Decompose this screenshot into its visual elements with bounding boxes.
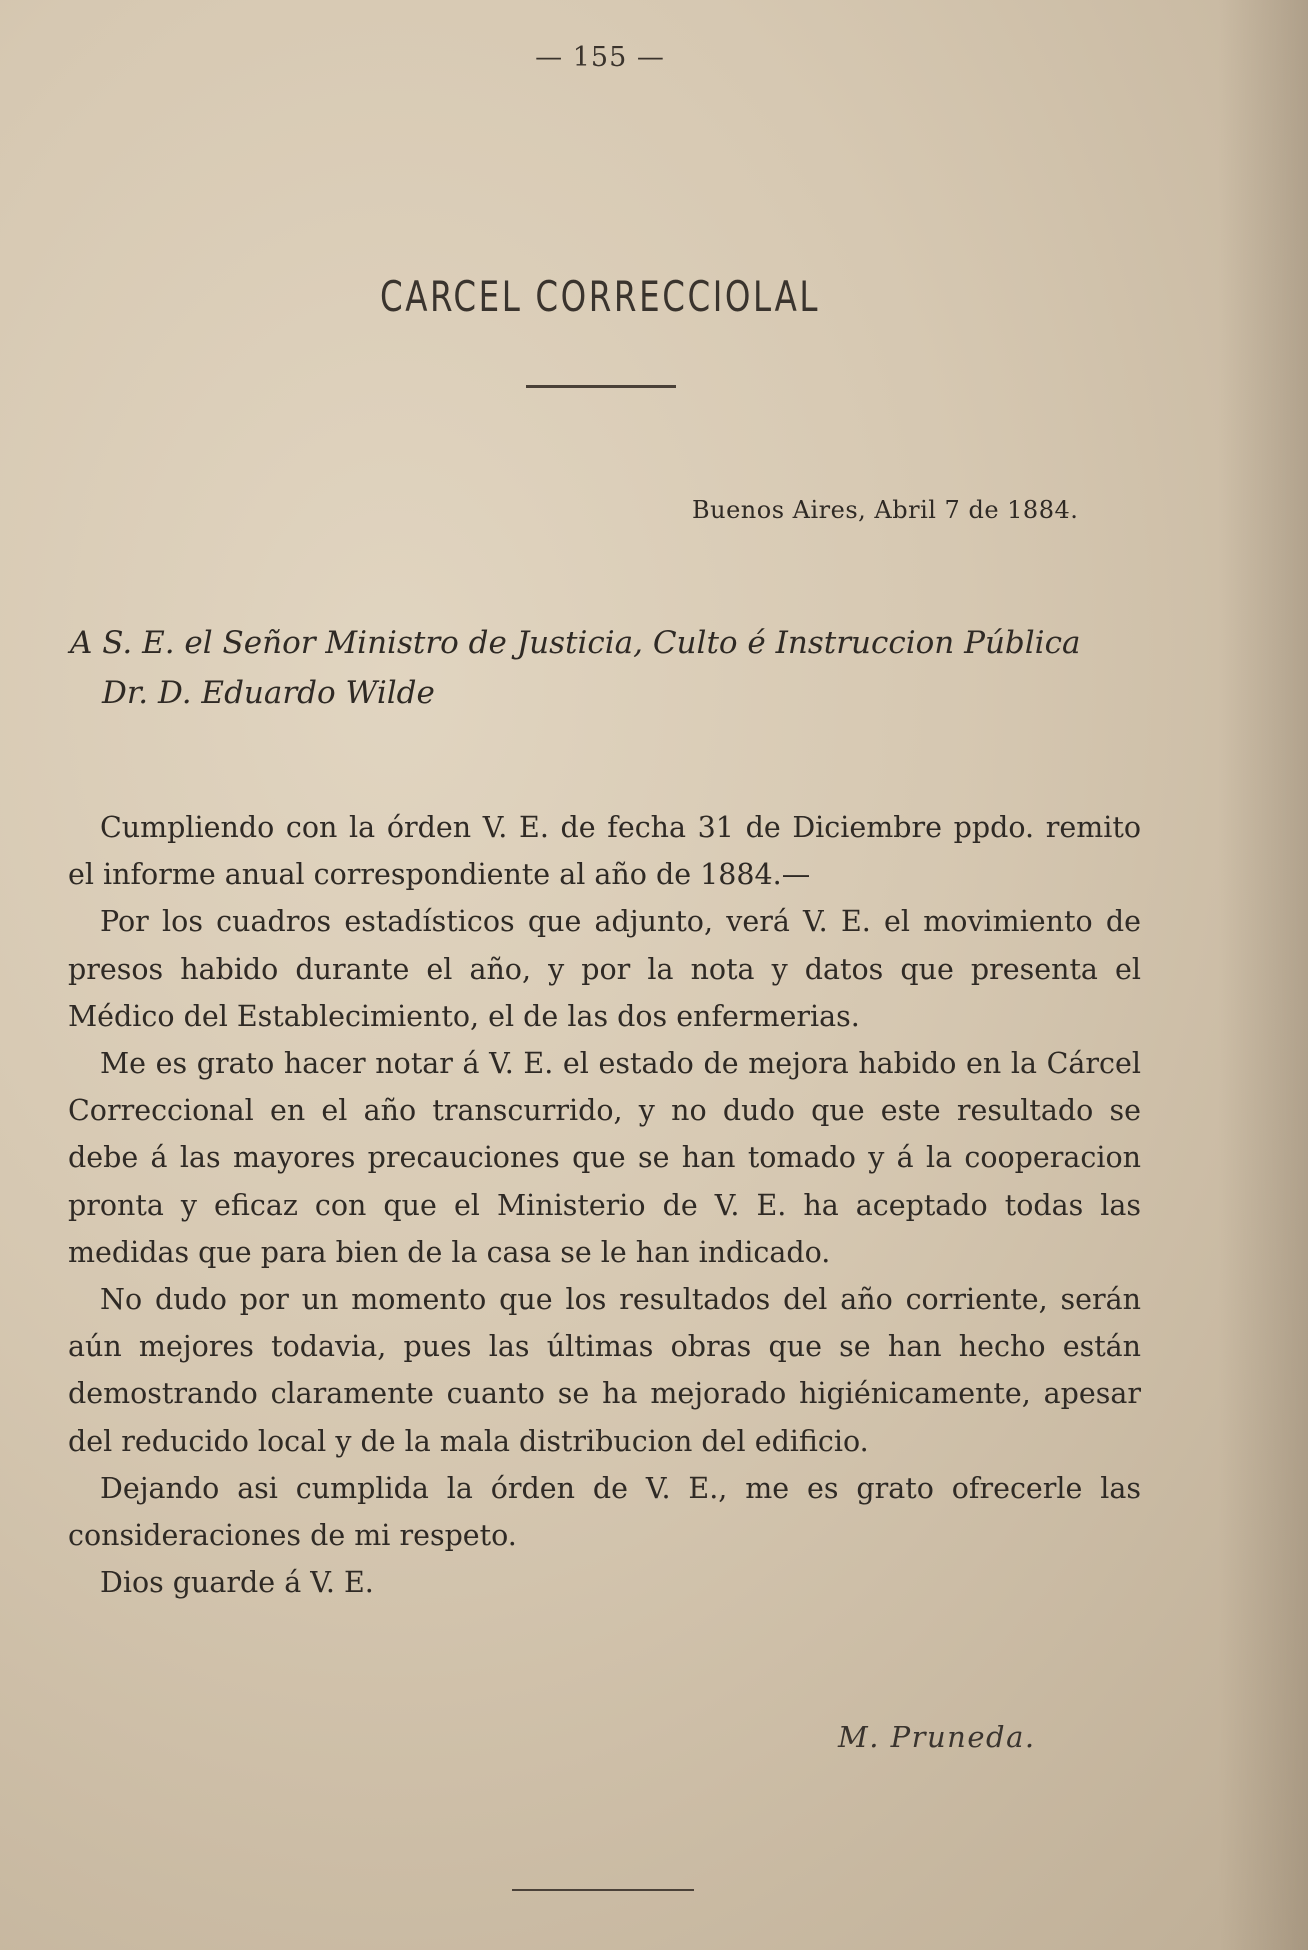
paragraph: Dejando asi cumplida la órden de V. E., me es grato ofrecerle las consideraciones de mi respeto.	[68, 1471, 1141, 1553]
paragraph: Dios guarde á V. E.	[100, 1566, 374, 1600]
addressee-line-1: A S. E. el Señor Ministro de Justicia, Culto é Instruccion Pública	[70, 625, 1081, 661]
closing-divider	[512, 1889, 694, 1891]
addressee-line-2: Dr. D. Eduardo Wilde	[102, 675, 435, 711]
date-line: Buenos Aires, Abril 7 de 1884.	[692, 496, 1079, 524]
signature: M. Pruneda.	[838, 1720, 1036, 1754]
title-divider	[526, 385, 676, 388]
paragraph: Por los cuadros estadísticos que adjunto, verá V. E. el movimiento de presos habido durante el año, y por la nota y datos que presenta el Médico del Establecimiento, el de las dos enfermerias.	[68, 905, 1141, 1033]
paragraph: Cumpliendo con la órden V. E. de fecha 31 de Diciembre ppdo. remito el informe anual correspondiente al año de 1884.—	[68, 811, 1141, 892]
addressee-block	[70, 618, 1170, 718]
paragraph: No dudo por un momento que los resultados del año corriente, serán aún mejores todavia, pues las últimas obras que se han hecho están demostrando claramente cuanto se ha mejorado higiénicamente, apesar del reducido local y de la mala distribucion del edificio.	[68, 1283, 1141, 1458]
letter-body	[68, 804, 1141, 1606]
page-title: CARCEL CORRECCIOLAL	[379, 272, 821, 321]
page-number: — 155 —	[535, 42, 665, 73]
paragraph: Me es grato hacer notar á V. E. el estado de mejora habido en la Cárcel Correccional en el año transcurrido, y no dudo que este resultado se debe á las mayores precauciones que se han tomado y á la cooperacion pronta y eficaz con que el Ministerio de V. E. ha aceptado todas las medidas que para bien de la casa se le han indicado.	[68, 1047, 1141, 1269]
